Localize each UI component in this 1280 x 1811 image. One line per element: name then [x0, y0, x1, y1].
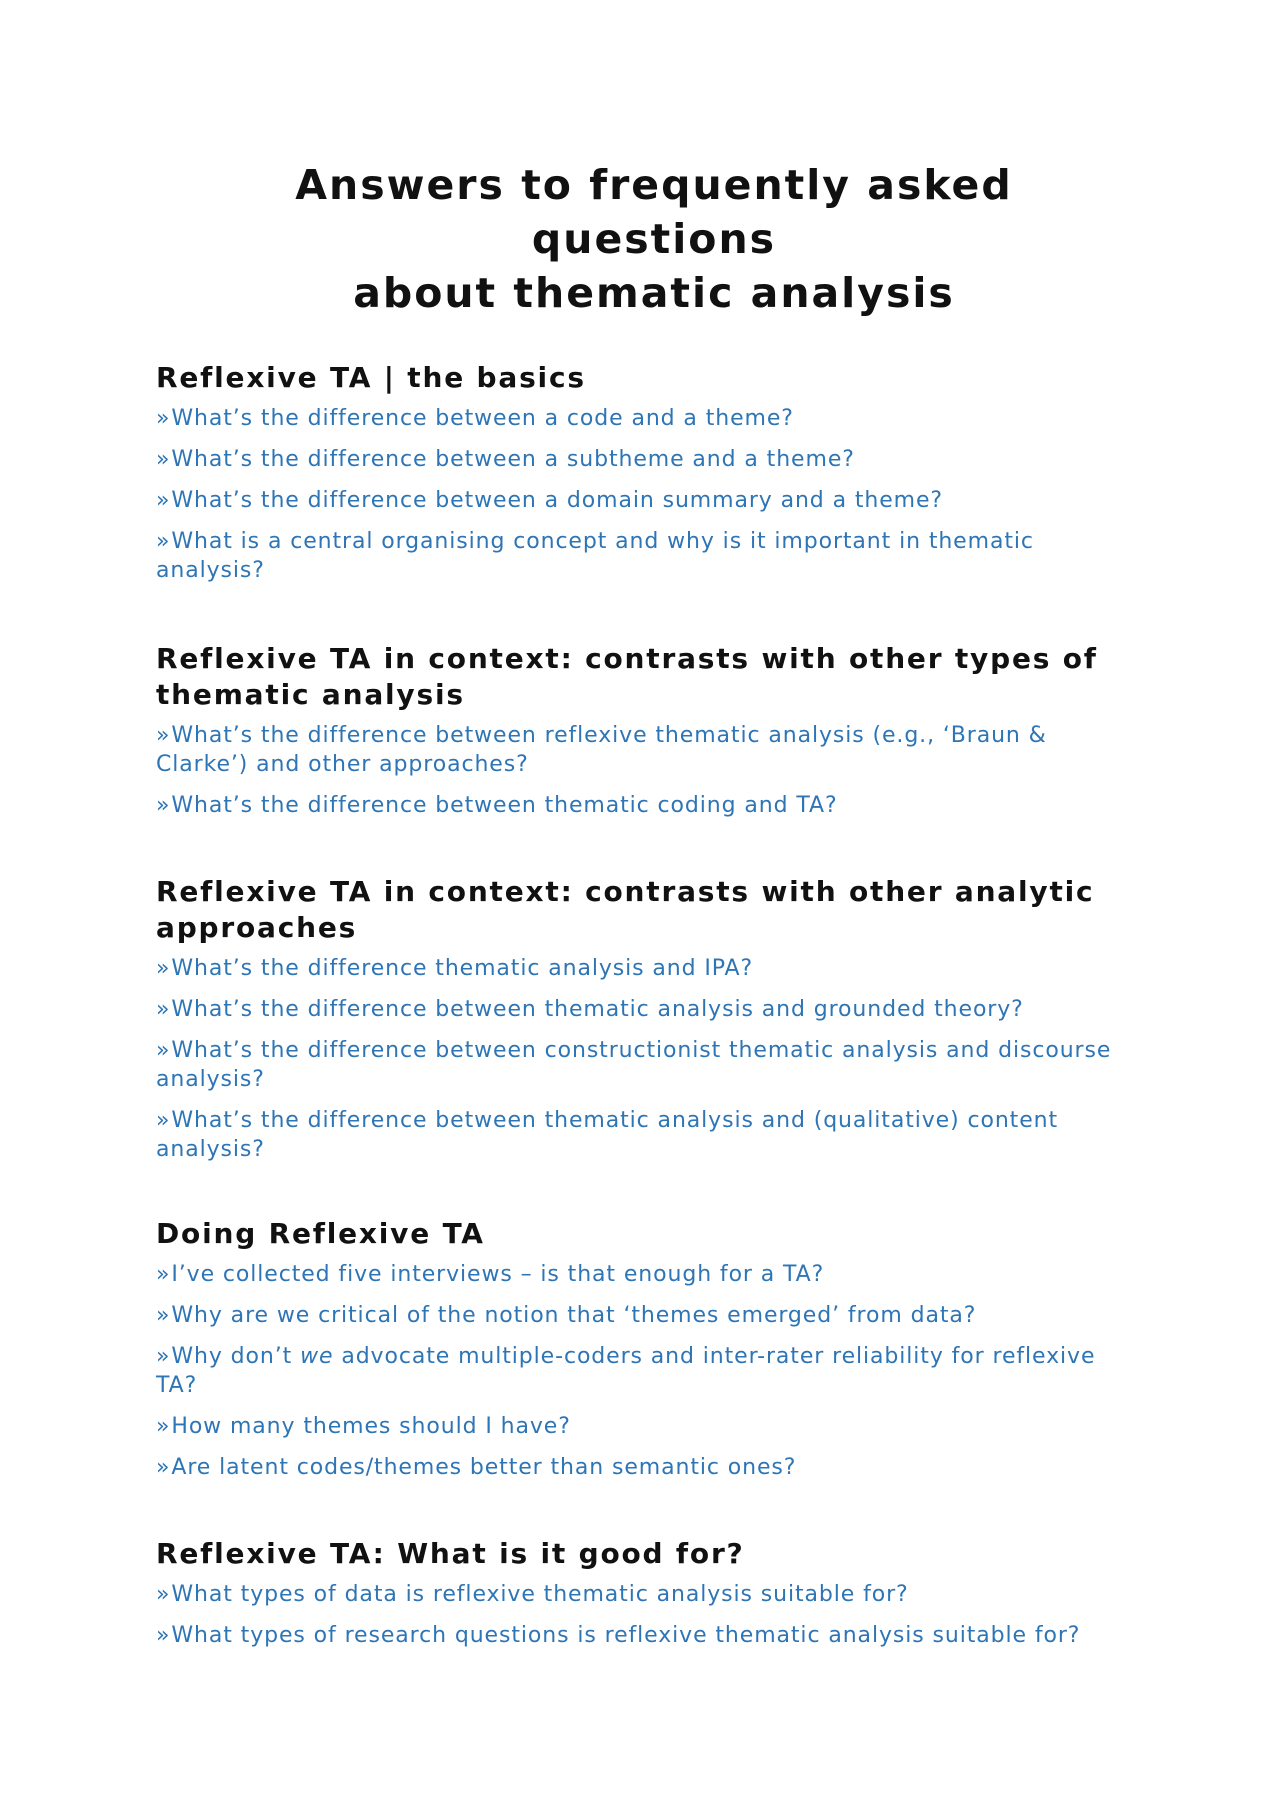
faq-link-text: What’s the difference thematic analysis and IPA?	[171, 956, 754, 981]
section-heading: Reflexive TA in context: contrasts with other analytic approaches	[156, 875, 1095, 944]
arrow-icon: »	[156, 488, 171, 513]
faq-link-text: Are latent codes/themes better than semantic ones?	[171, 1455, 797, 1480]
faq-link-emphasis: we	[300, 1344, 334, 1369]
arrow-icon: »	[156, 1455, 171, 1480]
question-list	[156, 954, 1116, 1164]
faq-link[interactable]	[156, 404, 1116, 433]
faq-link[interactable]	[156, 721, 1116, 779]
arrow-icon: »	[156, 1108, 171, 1133]
faq-link-text-before: Why don’t	[171, 1344, 301, 1369]
arrow-icon: »	[156, 1623, 171, 1648]
arrow-icon: »	[156, 1582, 171, 1607]
faq-link-text: What types of research questions is reflexive thematic analysis suitable for?	[171, 1623, 1081, 1648]
section-basics	[156, 360, 1116, 585]
section-good-for	[156, 1536, 1116, 1650]
title-line-1: Answers to frequently asked questions	[295, 161, 1013, 263]
section-heading: Reflexive TA: What is it good for?	[156, 1537, 745, 1570]
faq-link[interactable]	[156, 791, 1116, 820]
question-list	[156, 404, 1116, 585]
arrow-icon: »	[156, 1262, 171, 1287]
faq-link[interactable]	[156, 995, 1116, 1024]
faq-link-text: What’s the difference between a code and a theme?	[171, 406, 794, 431]
faq-link[interactable]	[156, 954, 1116, 983]
arrow-icon: »	[156, 447, 171, 472]
arrow-icon: »	[156, 1303, 171, 1328]
faq-link[interactable]	[156, 1342, 1116, 1400]
arrow-icon: »	[156, 406, 171, 431]
document-page	[156, 158, 1116, 1662]
section-heading: Reflexive TA in context: contrasts with other types of thematic analysis	[156, 642, 1098, 711]
question-list	[156, 721, 1116, 820]
section-heading: Doing Reflexive TA	[156, 1217, 485, 1250]
faq-link[interactable]	[156, 1412, 1116, 1441]
arrow-icon: »	[156, 529, 171, 554]
faq-link-text: What types of data is reflexive thematic analysis suitable for?	[171, 1582, 909, 1607]
arrow-icon: »	[156, 723, 171, 748]
arrow-icon: »	[156, 956, 171, 981]
faq-link[interactable]	[156, 1260, 1116, 1289]
faq-link-text: I’ve collected five interviews – is that enough for a TA?	[171, 1262, 825, 1287]
question-list	[156, 1260, 1116, 1482]
faq-link-text: What’s the difference between a domain summary and a theme?	[171, 488, 943, 513]
section-other-approaches	[156, 874, 1116, 1164]
faq-link[interactable]	[156, 1453, 1116, 1482]
faq-link-text: What’s the difference between thematic analysis and (qualitative) content analysis?	[156, 1108, 1059, 1162]
arrow-icon: »	[156, 793, 171, 818]
faq-link-text-after: advocate multiple-coders and inter-rater reliability for reflexive TA?	[156, 1344, 1096, 1398]
faq-link-text: What’s the difference between a subtheme and a theme?	[171, 447, 855, 472]
section-doing-ta	[156, 1216, 1116, 1482]
faq-link-text: What’s the difference between constructionist thematic analysis and discourse analysis?	[156, 1038, 1112, 1092]
arrow-icon: »	[156, 1414, 171, 1439]
faq-link-text: How many themes should I have?	[171, 1414, 571, 1439]
faq-link-text: What’s the difference between reflexive thematic analysis (e.g., ‘Braun & Clarke’) and other approaches?	[156, 723, 1047, 777]
section-other-ta-types	[156, 641, 1116, 820]
arrow-icon: »	[156, 1038, 171, 1063]
faq-link-text: What is a central organising concept and why is it important in thematic analysis?	[156, 529, 1034, 583]
arrow-icon: »	[156, 997, 171, 1022]
faq-link[interactable]	[156, 1036, 1116, 1094]
faq-link-text: What’s the difference between thematic analysis and grounded theory?	[171, 997, 1024, 1022]
question-list	[156, 1580, 1116, 1650]
faq-link[interactable]	[156, 445, 1116, 474]
arrow-icon: »	[156, 1344, 171, 1369]
faq-link[interactable]	[156, 527, 1116, 585]
title-line-2: about thematic analysis	[353, 269, 955, 317]
faq-link[interactable]	[156, 1580, 1116, 1609]
faq-link[interactable]	[156, 1621, 1116, 1650]
faq-link-text: Why are we critical of the notion that ‘themes emerged’ from data?	[171, 1303, 977, 1328]
page-title	[156, 158, 1116, 320]
faq-link-text: What’s the difference between thematic coding and TA?	[171, 793, 838, 818]
faq-link[interactable]	[156, 1106, 1116, 1164]
faq-link[interactable]	[156, 1301, 1116, 1330]
faq-link[interactable]	[156, 486, 1116, 515]
section-heading: Reflexive TA | the basics	[156, 361, 586, 394]
